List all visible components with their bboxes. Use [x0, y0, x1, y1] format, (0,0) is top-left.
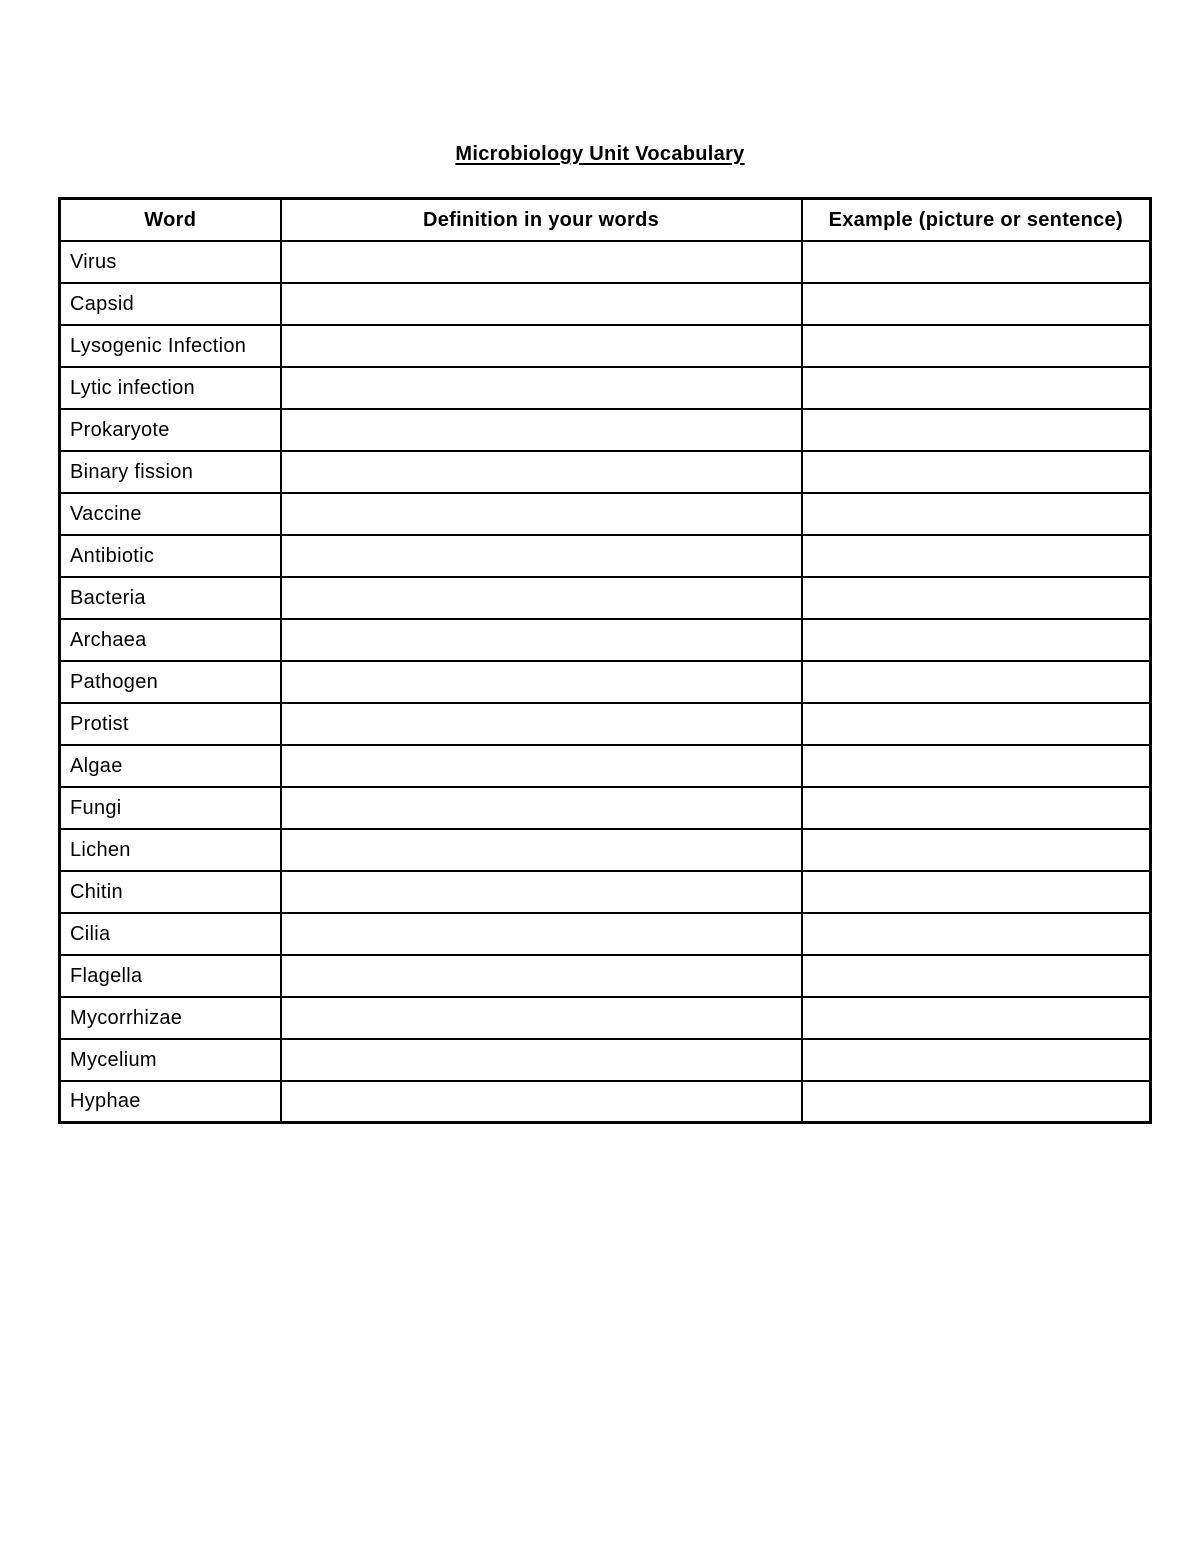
example-cell[interactable] [802, 577, 1151, 619]
example-cell[interactable] [802, 283, 1151, 325]
example-cell[interactable] [802, 661, 1151, 703]
header-example: Example (picture or sentence) [802, 199, 1151, 241]
vocab-word: Prokaryote [60, 409, 281, 451]
vocab-word: Capsid [60, 283, 281, 325]
definition-cell[interactable] [281, 703, 802, 745]
example-cell[interactable] [802, 787, 1151, 829]
example-cell[interactable] [802, 703, 1151, 745]
vocab-word: Algae [60, 745, 281, 787]
page-title: Microbiology Unit Vocabulary [455, 143, 745, 165]
example-cell[interactable] [802, 955, 1151, 997]
vocabulary-table [58, 197, 1152, 1124]
table-row [60, 787, 1151, 829]
definition-cell[interactable] [281, 1081, 802, 1123]
definition-cell[interactable] [281, 955, 802, 997]
table-body [60, 241, 1151, 1123]
definition-cell[interactable] [281, 829, 802, 871]
definition-cell[interactable] [281, 241, 802, 283]
example-cell[interactable] [802, 367, 1151, 409]
definition-cell[interactable] [281, 493, 802, 535]
table-row [60, 619, 1151, 661]
table-row [60, 241, 1151, 283]
example-cell[interactable] [802, 997, 1151, 1039]
example-cell[interactable] [802, 745, 1151, 787]
table-row [60, 997, 1151, 1039]
example-cell[interactable] [802, 493, 1151, 535]
vocab-word: Protist [60, 703, 281, 745]
table-row [60, 409, 1151, 451]
example-cell[interactable] [802, 871, 1151, 913]
vocab-word: Lysogenic Infection [60, 325, 281, 367]
vocab-word: Lytic infection [60, 367, 281, 409]
table-row [60, 367, 1151, 409]
definition-cell[interactable] [281, 283, 802, 325]
vocab-word: Vaccine [60, 493, 281, 535]
example-cell[interactable] [802, 619, 1151, 661]
vocab-word: Antibiotic [60, 535, 281, 577]
definition-cell[interactable] [281, 913, 802, 955]
definition-cell[interactable] [281, 619, 802, 661]
vocab-word: Fungi [60, 787, 281, 829]
example-cell[interactable] [802, 535, 1151, 577]
table-row [60, 325, 1151, 367]
definition-cell[interactable] [281, 325, 802, 367]
example-cell[interactable] [802, 1081, 1151, 1123]
definition-cell[interactable] [281, 409, 802, 451]
definition-cell[interactable] [281, 787, 802, 829]
header-definition: Definition in your words [281, 199, 802, 241]
vocab-word: Archaea [60, 619, 281, 661]
vocab-word: Pathogen [60, 661, 281, 703]
table-row [60, 871, 1151, 913]
table-row [60, 829, 1151, 871]
vocab-word: Mycorrhizae [60, 997, 281, 1039]
table-row [60, 913, 1151, 955]
definition-cell[interactable] [281, 451, 802, 493]
table-row [60, 283, 1151, 325]
vocab-word: Binary fission [60, 451, 281, 493]
definition-cell[interactable] [281, 535, 802, 577]
definition-cell[interactable] [281, 661, 802, 703]
definition-cell[interactable] [281, 871, 802, 913]
vocab-word: Lichen [60, 829, 281, 871]
definition-cell[interactable] [281, 745, 802, 787]
definition-cell[interactable] [281, 997, 802, 1039]
example-cell[interactable] [802, 1039, 1151, 1081]
vocab-word: Bacteria [60, 577, 281, 619]
table-header-row [60, 199, 1151, 241]
example-cell[interactable] [802, 325, 1151, 367]
vocab-word: Cilia [60, 913, 281, 955]
vocab-word: Virus [60, 241, 281, 283]
definition-cell[interactable] [281, 1039, 802, 1081]
table-row [60, 745, 1151, 787]
table-row [60, 661, 1151, 703]
vocab-word: Hyphae [60, 1081, 281, 1123]
table-row [60, 1039, 1151, 1081]
definition-cell[interactable] [281, 577, 802, 619]
table-row [60, 703, 1151, 745]
table-row [60, 535, 1151, 577]
table-row [60, 955, 1151, 997]
vocab-word: Flagella [60, 955, 281, 997]
table-row [60, 493, 1151, 535]
example-cell[interactable] [802, 241, 1151, 283]
vocab-word: Chitin [60, 871, 281, 913]
definition-cell[interactable] [281, 367, 802, 409]
example-cell[interactable] [802, 409, 1151, 451]
example-cell[interactable] [802, 829, 1151, 871]
table-row [60, 1081, 1151, 1123]
example-cell[interactable] [802, 451, 1151, 493]
table-row [60, 451, 1151, 493]
header-word: Word [60, 199, 281, 241]
table-row [60, 577, 1151, 619]
example-cell[interactable] [802, 913, 1151, 955]
vocab-word: Mycelium [60, 1039, 281, 1081]
